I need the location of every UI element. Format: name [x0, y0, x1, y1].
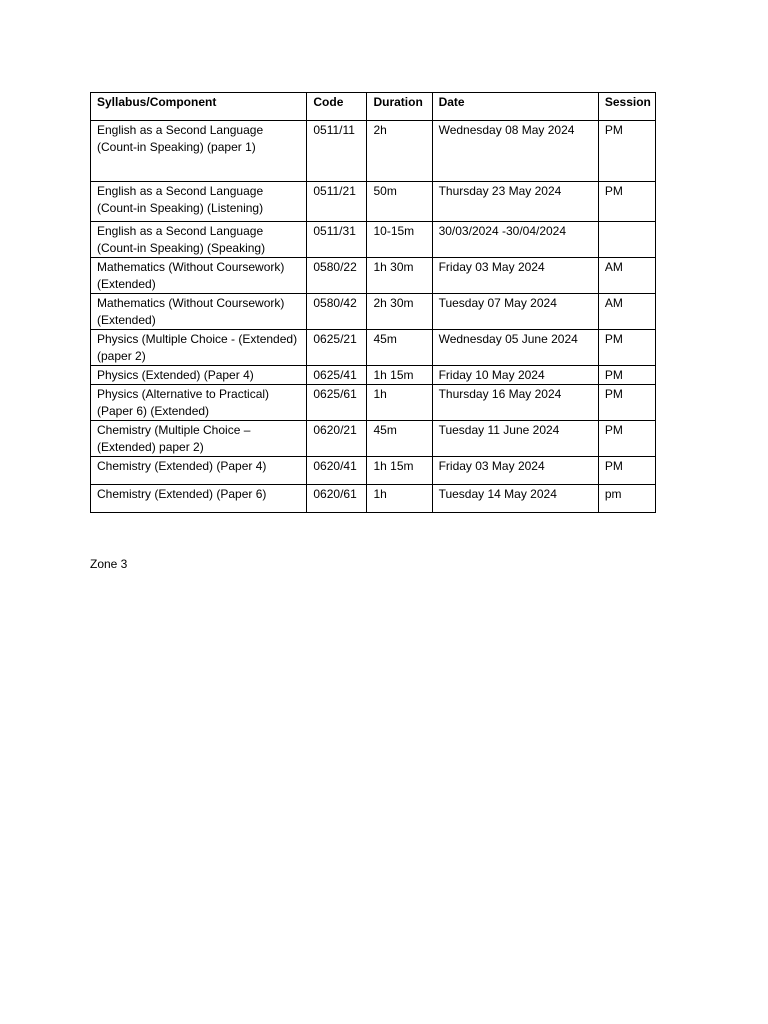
- cell-session: PM: [598, 421, 655, 457]
- cell-date: Tuesday 14 May 2024: [432, 485, 598, 513]
- cell-duration: 2h 30m: [367, 294, 432, 330]
- exam-schedule-table: [90, 92, 656, 513]
- cell-duration: 1h 15m: [367, 366, 432, 385]
- cell-code: 0625/21: [307, 330, 367, 366]
- cell-session: PM: [598, 182, 655, 222]
- cell-code: 0580/42: [307, 294, 367, 330]
- table-row: [91, 457, 656, 485]
- cell-session: PM: [598, 330, 655, 366]
- table-row: [91, 366, 656, 385]
- cell-session: AM: [598, 294, 655, 330]
- header-syllabus: Syllabus/Component: [91, 93, 307, 121]
- cell-session: PM: [598, 457, 655, 485]
- cell-date: Thursday 16 May 2024: [432, 385, 598, 421]
- cell-duration: 1h: [367, 485, 432, 513]
- table-row: [91, 294, 656, 330]
- table-row: [91, 182, 656, 222]
- table-row: [91, 222, 656, 258]
- cell-syllabus: English as a Second Language (Count-in Speaking) (Speaking): [91, 222, 307, 258]
- cell-duration: 1h 30m: [367, 258, 432, 294]
- header-duration: Duration: [367, 93, 432, 121]
- cell-code: 0511/31: [307, 222, 367, 258]
- cell-code: 0620/21: [307, 421, 367, 457]
- cell-syllabus: Mathematics (Without Coursework) (Extended): [91, 294, 307, 330]
- cell-syllabus: Mathematics (Without Coursework) (Extended): [91, 258, 307, 294]
- cell-syllabus: Physics (Extended) (Paper 4): [91, 366, 307, 385]
- header-code: Code: [307, 93, 367, 121]
- cell-duration: 45m: [367, 330, 432, 366]
- cell-date: Wednesday 05 June 2024: [432, 330, 598, 366]
- cell-date: Friday 03 May 2024: [432, 258, 598, 294]
- cell-date: 30/03/2024 -30/04/2024: [432, 222, 598, 258]
- cell-syllabus: English as a Second Language (Count-in Speaking) (paper 1): [91, 121, 307, 182]
- cell-date: Friday 03 May 2024: [432, 457, 598, 485]
- cell-code: 0620/41: [307, 457, 367, 485]
- cell-session: PM: [598, 385, 655, 421]
- cell-syllabus: Chemistry (Extended) (Paper 4): [91, 457, 307, 485]
- cell-duration: 1h: [367, 385, 432, 421]
- table-row: [91, 258, 656, 294]
- cell-duration: 1h 15m: [367, 457, 432, 485]
- table-row: [91, 121, 656, 182]
- table-header-row: [91, 93, 656, 121]
- cell-date: Thursday 23 May 2024: [432, 182, 598, 222]
- cell-session: PM: [598, 121, 655, 182]
- cell-session: AM: [598, 258, 655, 294]
- cell-syllabus: Physics (Alternative to Practical) (Paper 6) (Extended): [91, 385, 307, 421]
- table-row: [91, 385, 656, 421]
- cell-syllabus: Physics (Multiple Choice - (Extended) (paper 2): [91, 330, 307, 366]
- cell-date: Friday 10 May 2024: [432, 366, 598, 385]
- cell-session: pm: [598, 485, 655, 513]
- table-row: [91, 421, 656, 457]
- zone-label: Zone 3: [90, 557, 128, 571]
- cell-code: 0580/22: [307, 258, 367, 294]
- cell-duration: 2h: [367, 121, 432, 182]
- cell-duration: 50m: [367, 182, 432, 222]
- cell-session: PM: [598, 366, 655, 385]
- cell-syllabus: Chemistry (Multiple Choice – (Extended) paper 2): [91, 421, 307, 457]
- table-row: [91, 485, 656, 513]
- cell-code: 0511/11: [307, 121, 367, 182]
- cell-duration: 10-15m: [367, 222, 432, 258]
- cell-code: 0620/61: [307, 485, 367, 513]
- cell-duration: 45m: [367, 421, 432, 457]
- header-session: Session: [598, 93, 655, 121]
- cell-session: [598, 222, 655, 258]
- cell-date: Tuesday 07 May 2024: [432, 294, 598, 330]
- cell-syllabus: English as a Second Language (Count-in Speaking) (Listening): [91, 182, 307, 222]
- cell-date: Tuesday 11 June 2024: [432, 421, 598, 457]
- cell-code: 0511/21: [307, 182, 367, 222]
- table-row: [91, 330, 656, 366]
- cell-date: Wednesday 08 May 2024: [432, 121, 598, 182]
- header-date: Date: [432, 93, 598, 121]
- cell-syllabus: Chemistry (Extended) (Paper 6): [91, 485, 307, 513]
- cell-code: 0625/41: [307, 366, 367, 385]
- cell-code: 0625/61: [307, 385, 367, 421]
